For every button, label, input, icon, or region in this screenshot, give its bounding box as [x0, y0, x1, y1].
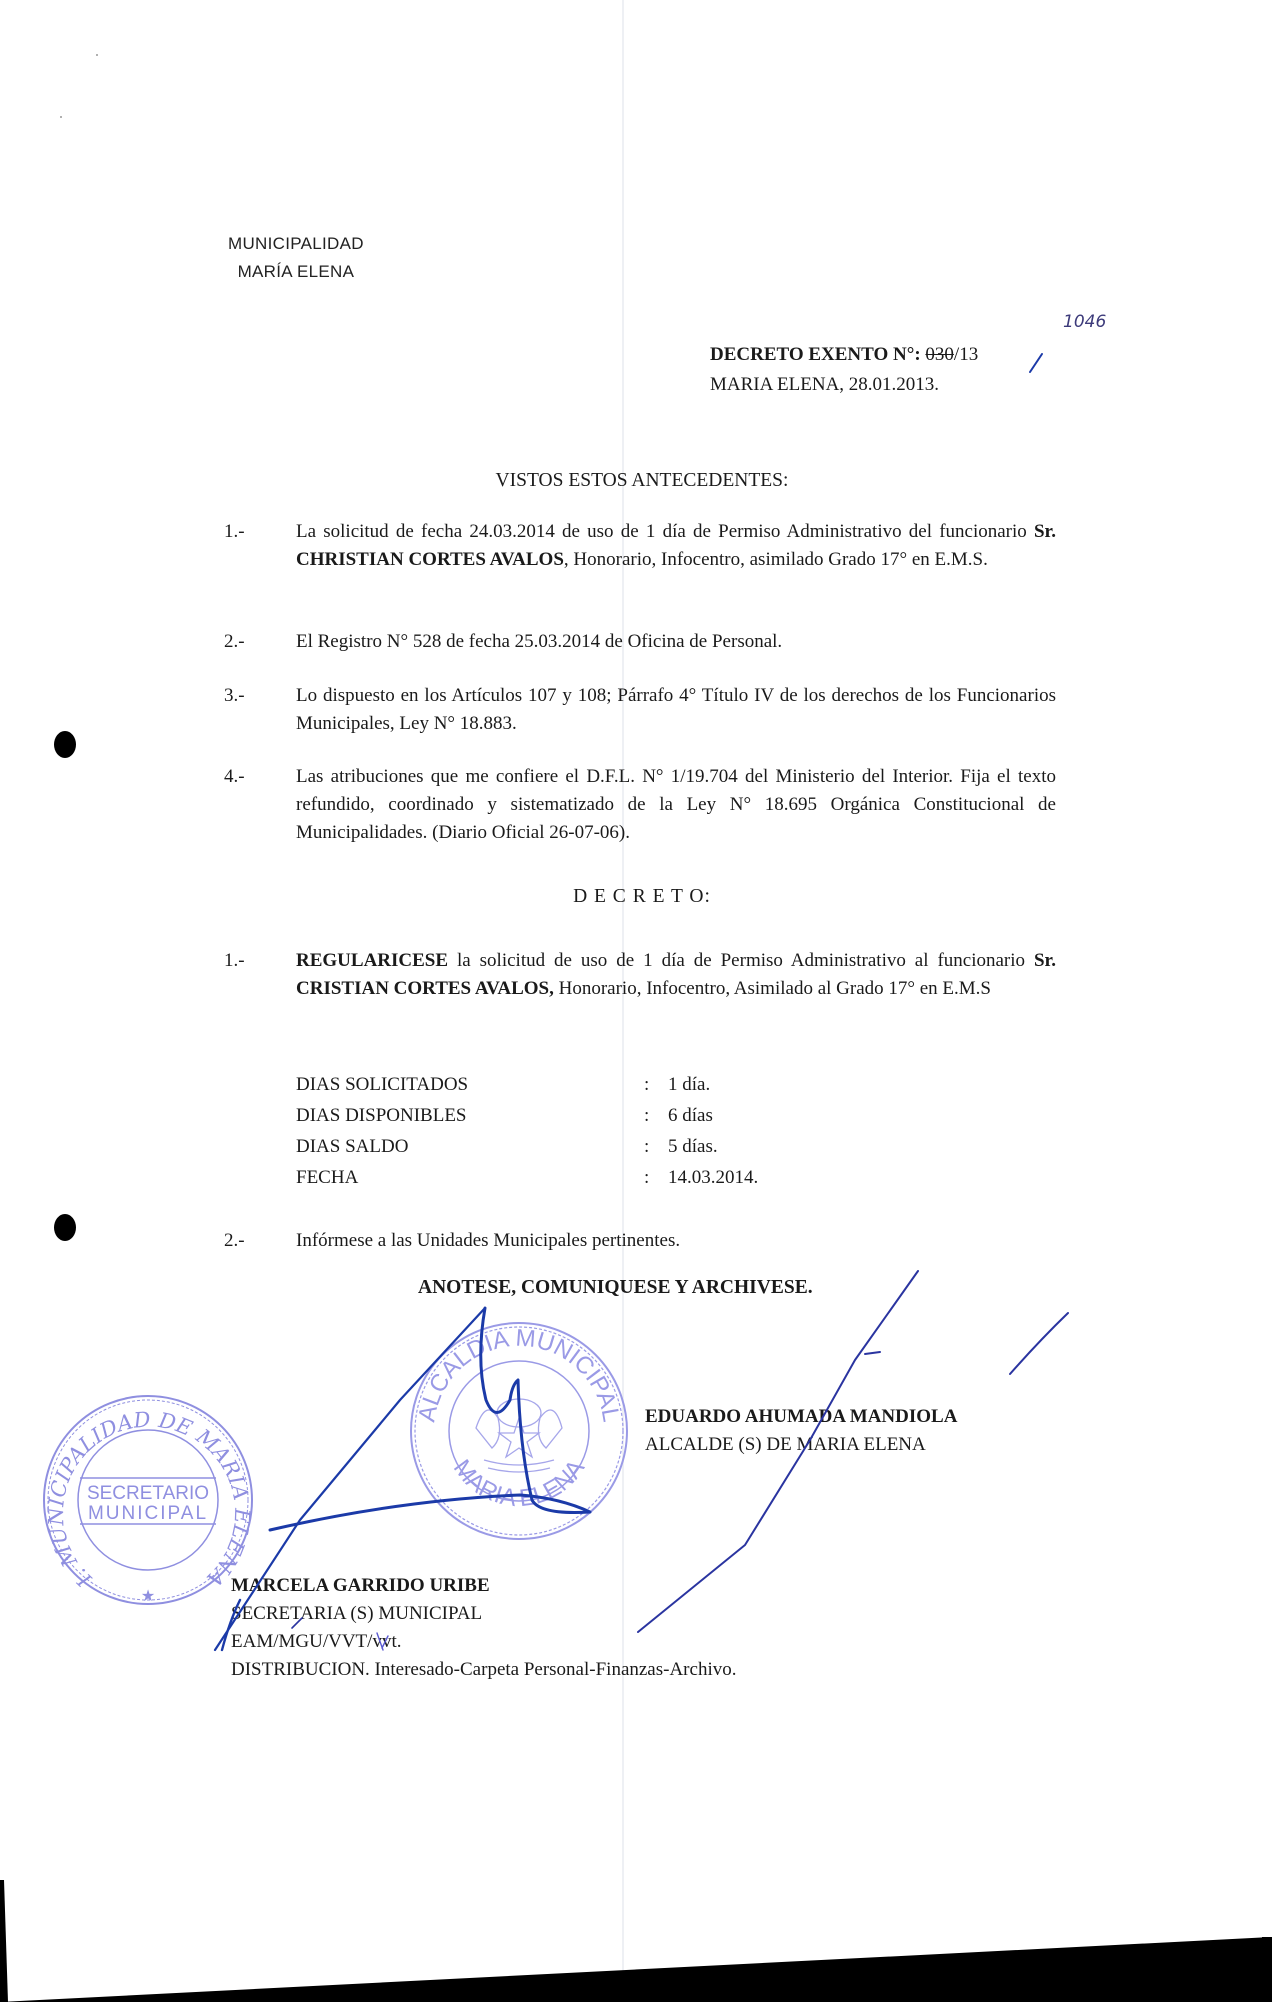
- mayor-signature-block: [645, 1403, 957, 1459]
- place-date: MARIA ELENA, 28.01.2013.: [710, 374, 940, 395]
- employee-name: Sr. CHRISTIAN CORTES AVALOS: [296, 521, 1056, 570]
- item-text: Lo dispuesto en los Artículos 107 y 108; Párrafo 4° Título IV de los derechos de los Funcionarios Municipales, Ley N° 18.883.: [296, 685, 1056, 734]
- secretary-stamp-ring-text: I. MUNICIPALIDAD DE MARIA ELENA: [43, 1407, 255, 1592]
- stroke-tick: [865, 1352, 880, 1354]
- vistos-title: VISTOS ESTOS ANTECEDENTES:: [495, 470, 789, 491]
- detail-value: 14.03.2014.: [668, 1167, 759, 1188]
- detail-value: 1 día.: [668, 1074, 711, 1095]
- item-number: 4.-: [224, 766, 245, 787]
- employee-name: Sr. CRISTIAN CORTES AVALOS,: [296, 950, 1056, 999]
- leave-details: [296, 1069, 758, 1193]
- mayor-name: EDUARDO AHUMADA MANDIOLA: [645, 1406, 958, 1427]
- detail-label: DIAS DISPONIBLES: [296, 1105, 467, 1126]
- secretary-stamp: [40, 1392, 256, 1608]
- detail-row: [296, 1069, 758, 1100]
- strike-slash: [1030, 354, 1042, 372]
- punch-hole: [54, 1214, 76, 1241]
- secretary-stamp-line1: SECRETARIO: [86, 1483, 210, 1504]
- item-number: 3.-: [224, 685, 245, 706]
- decreto-title: D E C R E T O:: [573, 886, 711, 907]
- letterhead-line1: MUNICIPALIDAD: [228, 234, 364, 253]
- item-text: La solicitud de fecha 24.03.2014 de uso de 1 día de Permiso Administrativo del funcionario: [296, 521, 1034, 542]
- vistos-item-1: [224, 518, 1056, 574]
- closing-formula: ANOTESE, COMUNIQUESE Y ARCHIVESE.: [418, 1277, 813, 1298]
- secretary-title: SECRETARIA (S) MUNICIPAL: [231, 1603, 483, 1624]
- detail-value: 6 días: [668, 1105, 713, 1126]
- item-number: 2.-: [224, 631, 245, 652]
- mayor-stamp: [406, 1318, 632, 1544]
- decreto-item-1: [224, 947, 1056, 1003]
- item-text: Las atribuciones que me confiere el D.F.L. N° 1/19.704 del Ministerio del Interior. Fija el texto refundido, coordinado y sistematizado de la Ley N° 18.695 Orgánica Constitucional de Municipalidades. (Diario Oficial 26-07-06).: [296, 766, 1056, 843]
- scan-speck: [96, 54, 98, 56]
- item-number: 2.-: [224, 1230, 245, 1251]
- mayor-title: ALCALDE (S) DE MARIA ELENA: [645, 1434, 926, 1455]
- scan-band-right: [1262, 1937, 1272, 2002]
- vistos-item-3: [224, 682, 1056, 738]
- vistos-item-2: [224, 628, 1056, 656]
- scan-speck: [60, 116, 62, 118]
- distribution-list: DISTRIBUCION. Interesado-Carpeta Personal-Finanzas-Archivo.: [231, 1659, 737, 1680]
- decree-label: DECRETO EXENTO N°:: [710, 344, 926, 365]
- detail-row: [296, 1100, 758, 1131]
- mayor-stamp-bottom-text: MARIA ELENA: [447, 1454, 591, 1513]
- decree-number-line: [710, 340, 978, 370]
- secretary-name: MARCELA GARRIDO URIBE: [231, 1575, 490, 1596]
- secretary-signature-block: [231, 1572, 736, 1684]
- item-text: El Registro N° 528 de fecha 25.03.2014 de Oficina de Personal.: [296, 631, 783, 652]
- item-text: Infórmese a las Unidades Municipales pertinentes.: [296, 1230, 681, 1251]
- mayor-stamp-top-text: ALCALDIA MUNICIPAL: [413, 1324, 625, 1424]
- vistos-item-4: [224, 763, 1056, 847]
- secretary-stamp-line2: MUNICIPAL: [87, 1503, 209, 1524]
- reference-initials: EAM/MGU/VVT/vvt.: [231, 1631, 402, 1652]
- star-icon: ★: [140, 1588, 156, 1605]
- scan-band-left: [0, 1880, 8, 2002]
- detail-label: DIAS SOLICITADOS: [296, 1074, 469, 1095]
- detail-label: DIAS SALDO: [296, 1136, 409, 1157]
- item-number: 1.-: [224, 521, 245, 542]
- decree-year-suffix: /13: [953, 344, 979, 365]
- punch-hole: [54, 731, 76, 758]
- coat-of-arms-icon: [476, 1399, 562, 1472]
- detail-label: FECHA: [296, 1167, 359, 1188]
- item-text: la solicitud de uso de 1 día de Permiso Administrativo al funcionario: [448, 950, 1034, 971]
- item-number: 1.-: [224, 950, 245, 971]
- item-text: Honorario, Infocentro, Asimilado al Grado 17° en E.M.S: [553, 978, 991, 999]
- decreto-item-2: [224, 1227, 1056, 1255]
- detail-row: [296, 1131, 758, 1162]
- decree-number-struck: 030: [925, 344, 954, 365]
- detail-row: [296, 1162, 758, 1193]
- detail-separator: :: [644, 1136, 650, 1157]
- detail-separator: :: [644, 1074, 650, 1095]
- detail-separator: :: [644, 1105, 650, 1126]
- letterhead: [228, 230, 364, 286]
- short-diagonal-stroke: [1010, 1313, 1068, 1374]
- decree-header: [710, 340, 978, 400]
- handwritten-decree-number: 1046: [1063, 312, 1107, 332]
- detail-separator: :: [644, 1167, 650, 1188]
- letterhead-line2: MARÍA ELENA: [237, 262, 355, 281]
- regularicese-keyword: REGULARICESE: [296, 950, 449, 971]
- detail-value: 5 días.: [668, 1136, 718, 1157]
- scan-band-bottom: [0, 1937, 1272, 2002]
- item-text: , Honorario, Infocentro, asimilado Grado 17° en E.M.S.: [563, 549, 988, 570]
